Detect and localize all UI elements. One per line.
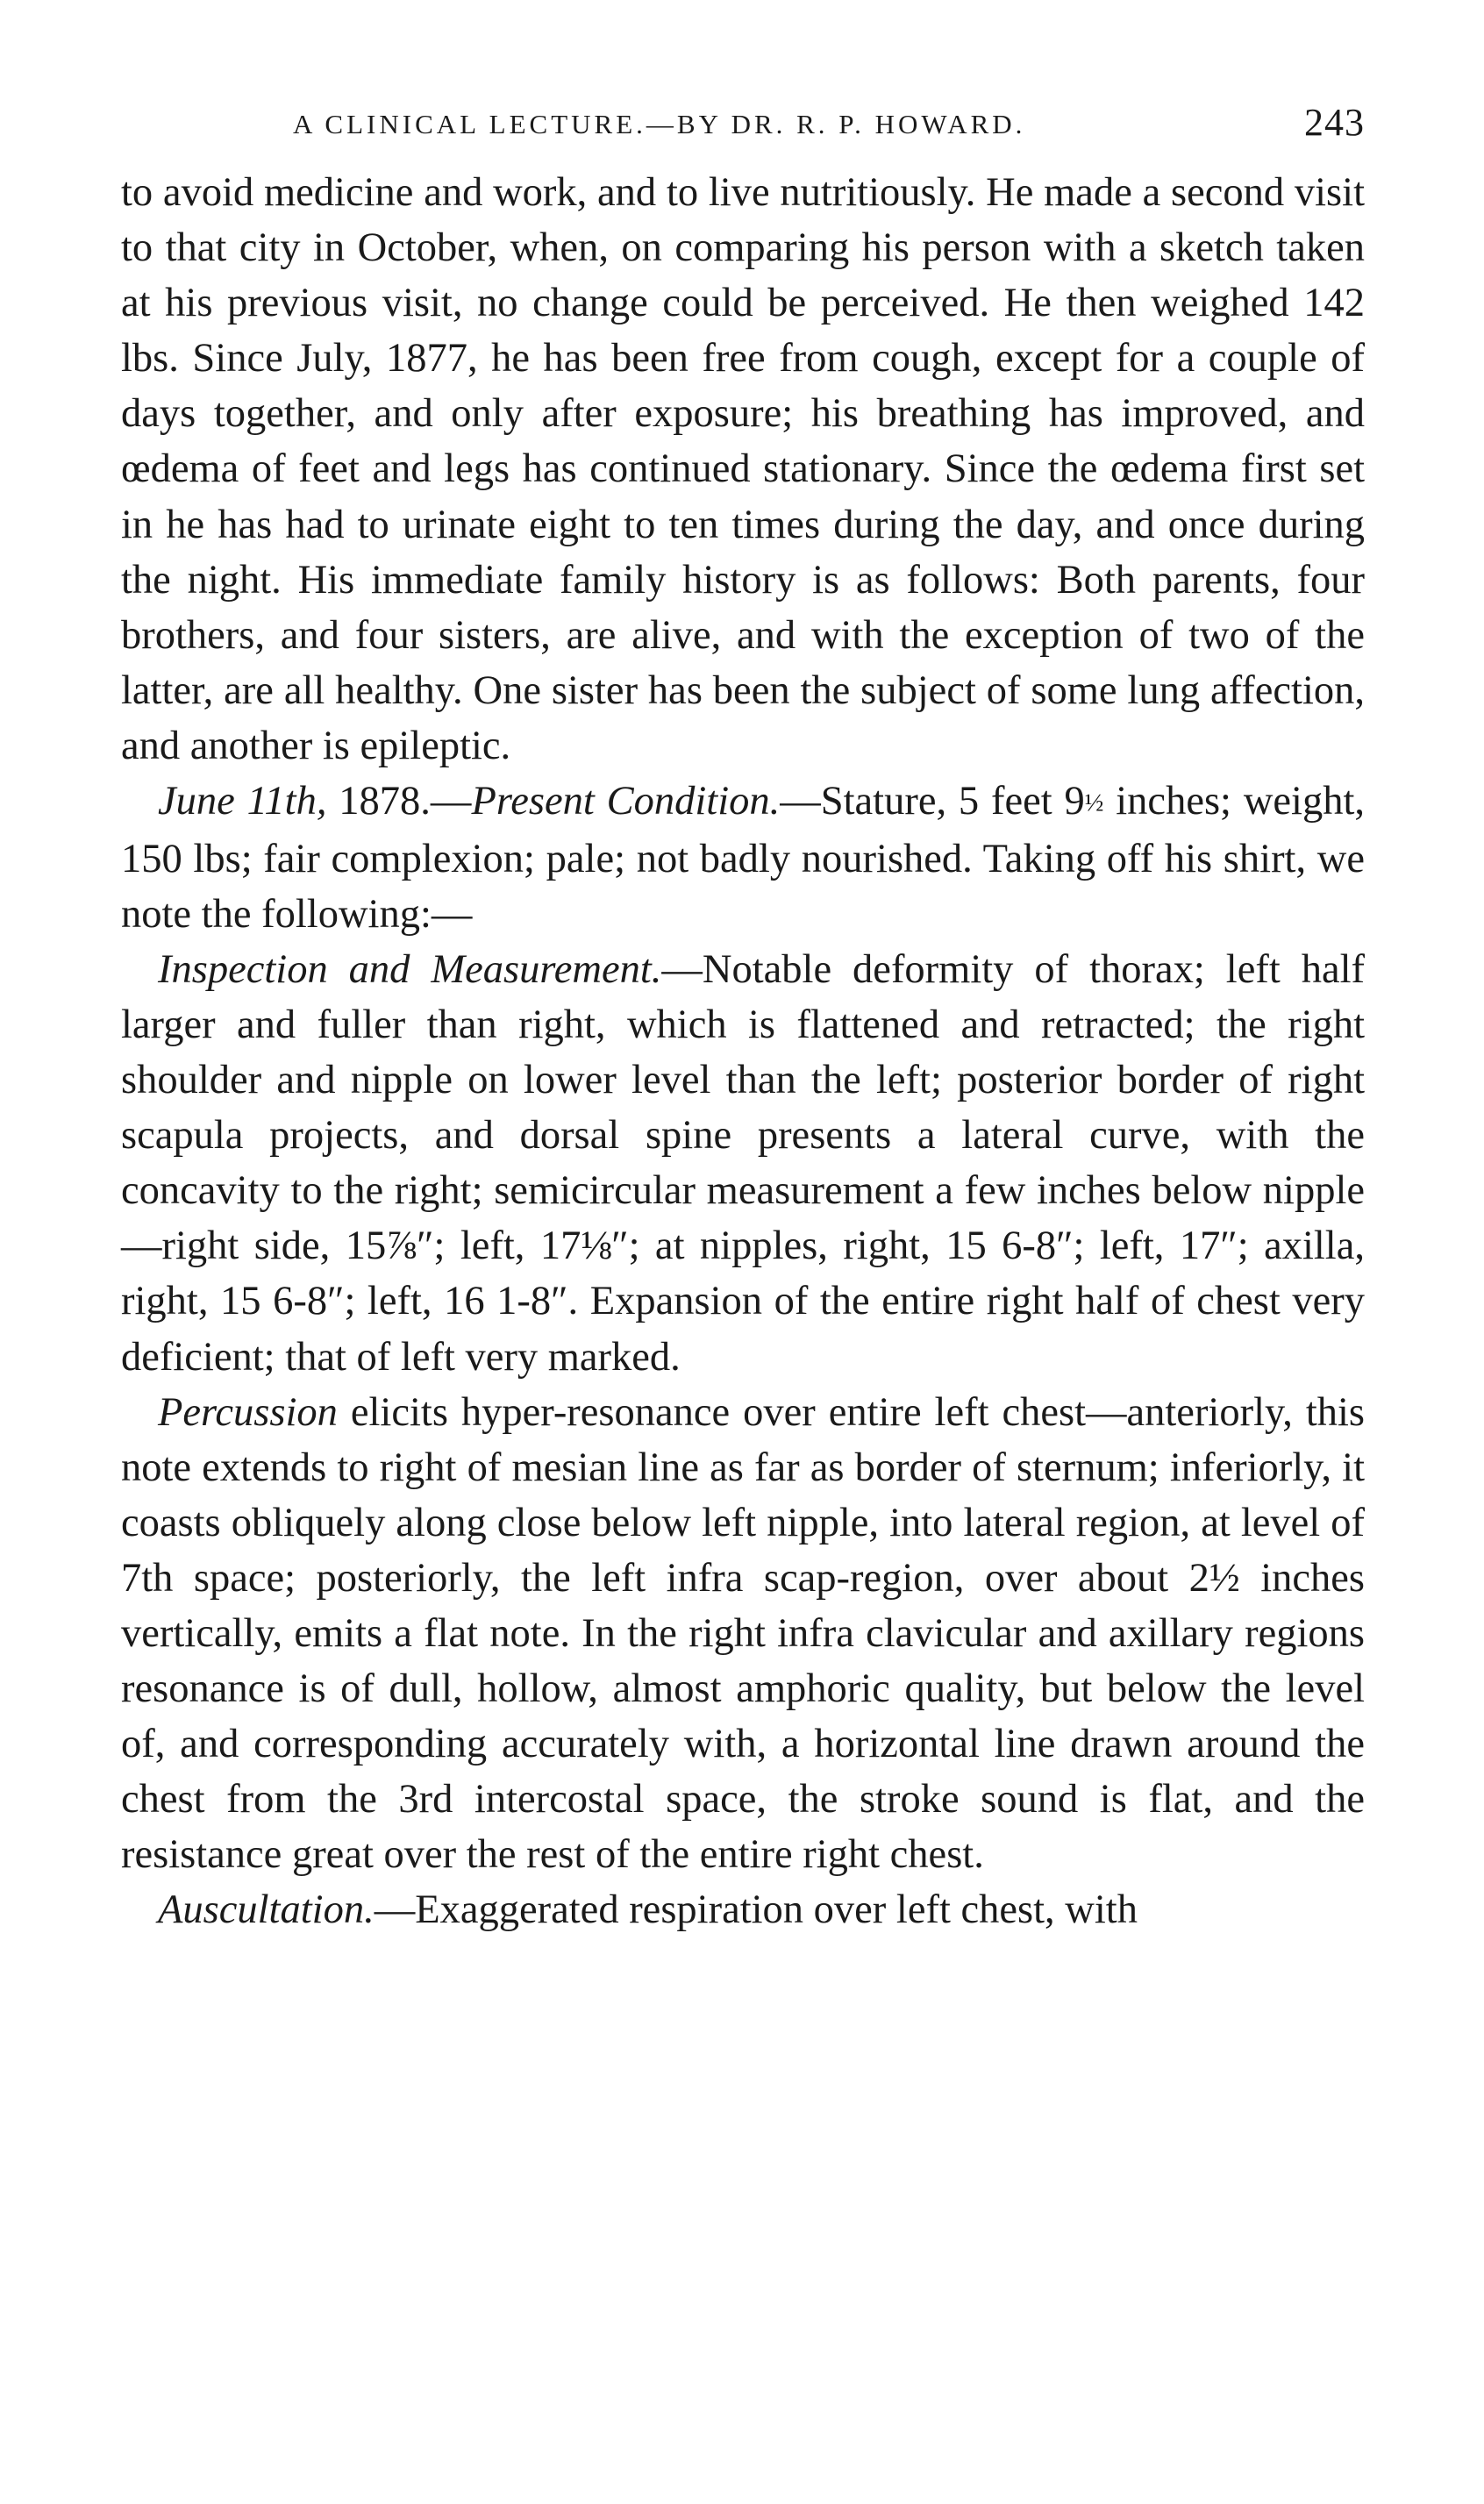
running-title: A CLINICAL LECTURE.—BY DR. R. P. HOWARD. bbox=[293, 109, 1026, 139]
section-heading-present-condition: Present Condition. bbox=[471, 779, 781, 824]
year-text: 1878.— bbox=[326, 779, 472, 824]
section-heading-auscultation: Auscultation. bbox=[158, 1887, 375, 1933]
paragraph-text: —Notable deformity of thorax; left half larger and fuller than right, which is flattened and retracted; the right shoulder and nipple on lower level than the left; posterior border of right scapula projects, and dorsal spine presents a lateral curve, with the concavity to the right; semicircular measurement a few inches below nipple—right side, 15⅞″; left, 17⅛″; at nipples, right, 15 6-8″; left, 17″; axilla, right, 15 6-8″; left, 16 1-8″. Expansion of the entire right half of chest very deficient; that of left very marked. bbox=[121, 946, 1365, 1380]
page-number: 243 bbox=[1304, 101, 1365, 144]
paragraph-auscultation bbox=[121, 1882, 1365, 1937]
section-heading-inspection: Inspection and Measurement. bbox=[158, 946, 662, 992]
paragraph-text: elicits hyper-resonance over entire left chest—anteriorly, this note extends to right of mesian line as far as border of sternum; inferiorly, it coasts obliquely along close below left nipple, into lateral region, at level of 7th space; posteriorly, the left infra scap-region, over about 2½ inches vertically, emits a flat note. In the right infra clavicular and axillary regions resonance is of dull, hollow, almost amphoric quality, but below the level of, and corresponding accurately with, a horizontal line drawn around the chest from the 3rd intercostal space, the stroke sound is flat, and the resistance great over the rest of the entire right chest. bbox=[121, 1389, 1365, 1878]
book-page bbox=[121, 95, 1365, 1938]
paragraph-text: to avoid medicine and work, and to live nutritiously. He made a second visit to that city in October, when, on comparing his person with a sketch taken at his previous visit, no change could be perceived. He then weighed 142 lbs. Since July, 1877, he has been free from cough, except for a couple of days together, and only after exposure; his breathing has improved, and œdema of feet and legs has continued stationary. Since the œdema first set in he has had to urinate eight to ten times during the day, and once during the night. His immediate family history is as follows: Both parents, four brothers, and four sisters, are alive, and with the exception of two of the latter, are all healthy. One sister has been the subject of some lung affection, and another is epileptic. bbox=[121, 170, 1365, 768]
paragraph-text: inches; weight, 150 lbs; fair complexion; pale; not badly nourished. Taking off his shirt, we note the following:— bbox=[121, 779, 1365, 937]
fraction: ½ bbox=[1084, 788, 1104, 817]
paragraph-inspection bbox=[121, 942, 1365, 1385]
paragraph-text: —Exaggerated respiration over left chest, with bbox=[374, 1887, 1138, 1933]
section-heading-percussion: Percussion bbox=[158, 1389, 338, 1435]
running-head bbox=[121, 95, 1365, 165]
paragraph-text: —Stature, 5 feet 9 bbox=[780, 779, 1085, 824]
paragraph-history bbox=[121, 165, 1365, 774]
paragraph-percussion bbox=[121, 1385, 1365, 1883]
body-text bbox=[121, 165, 1365, 1938]
date-heading: June 11th, bbox=[158, 779, 327, 824]
paragraph-present-condition bbox=[121, 774, 1365, 942]
